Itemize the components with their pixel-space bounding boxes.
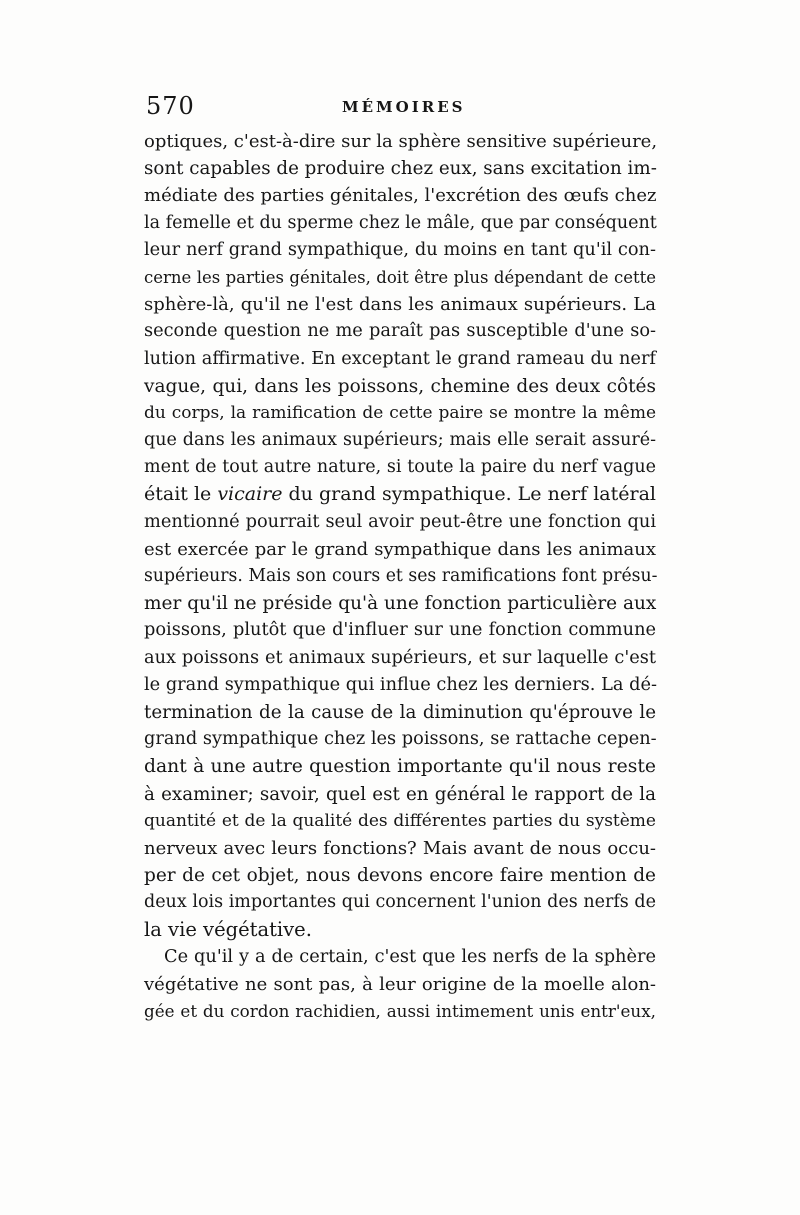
text-line: grand sympathique chez les poissons, se rattache cepen- — [144, 729, 657, 750]
text-line: optiques, c'est-à-dire sur la sphère sensitive supérieure, — [144, 131, 658, 152]
text-line: quantité et de la qualité des différentes parties du système — [144, 810, 656, 831]
text-line: que dans les animaux supérieurs; mais elle serait assuré- — [144, 430, 656, 451]
paragraph-end-line: la vie végétative. — [144, 918, 312, 942]
text-line: gée et du cordon rachidien, aussi intimement unis entr'eux, — [144, 1001, 656, 1021]
text-line: médiate des parties génitales, l'excrétion des œufs chez — [144, 185, 657, 207]
text-line: du corps, la ramification de cette paire se montre la même — [144, 402, 656, 423]
text-line: seconde question ne me paraît pas susceptible d'une so- — [144, 321, 656, 342]
text-line: sphère-là, qu'il ne l'est dans les animaux supérieurs. La — [144, 294, 656, 316]
body-text — [144, 128, 656, 1025]
text-line: deux lois importantes qui concernent l'union des nerfs de — [144, 892, 656, 913]
text-line: leur nerf grand sympathique, du moins en tant qu'il con- — [144, 239, 656, 260]
italic-word-vicaire: vicaire — [217, 483, 283, 506]
text-line: la femelle et du sperme chez le mâle, que par conséquent — [144, 212, 657, 233]
paragraph-start-line: Ce qu'il y a de certain, c'est que les nerfs de la sphère — [164, 946, 656, 967]
text-line: vague, qui, dans les poissons, chemine des deux côtés — [144, 375, 656, 397]
line-segment: était le — [144, 483, 218, 506]
text-line: est exercée par le grand sympathique dans les animaux — [144, 538, 656, 560]
text-line: lution affirmative. En exceptant le grand rameau du nerf — [144, 348, 656, 369]
text-line: supérieurs. Mais son cours et ses ramifications font présu- — [144, 566, 658, 586]
text-line: dant à une autre question importante qu'il nous reste — [144, 756, 656, 778]
text-line-with-italic — [144, 481, 656, 508]
text-line: poissons, plutôt que d'influer sur une fonction commune — [144, 620, 656, 641]
text-line: à examiner; savoir, quel est en général le rapport de la — [144, 783, 656, 805]
text-line: nerveux avec leurs fonctions? Mais avant de nous occu- — [144, 837, 656, 859]
text-line: le grand sympathique qui influe chez les derniers. La dé- — [144, 674, 657, 695]
page-header — [146, 92, 656, 128]
text-line: termination de la cause de la diminution qu'éprouve le — [144, 701, 656, 723]
text-line: ment de tout autre nature, si toute la paire du nerf vague — [144, 457, 656, 478]
text-line: mer qu'il ne préside qu'à une fonction particulière aux — [144, 593, 657, 615]
text-line: mentionné pourrait seul avoir peut-être une fonction qui — [144, 511, 656, 532]
line-segment: du grand sympathique. Le nerf latéral — [282, 483, 656, 506]
text-line: végétative ne sont pas, à leur origine de la moelle alon- — [144, 973, 656, 995]
running-title: MÉMOIRES — [342, 98, 466, 116]
text-line: per de cet objet, nous devons encore faire mention de — [144, 865, 656, 887]
text-line: aux poissons et animaux supérieurs, et sur laquelle c'est — [144, 647, 656, 668]
page-number: 570 — [146, 92, 195, 120]
text-line: sont capables de produire chez eux, sans excitation im- — [144, 158, 657, 180]
text-line: cerne les parties génitales, doit être plus dépendant de cette — [144, 267, 656, 287]
